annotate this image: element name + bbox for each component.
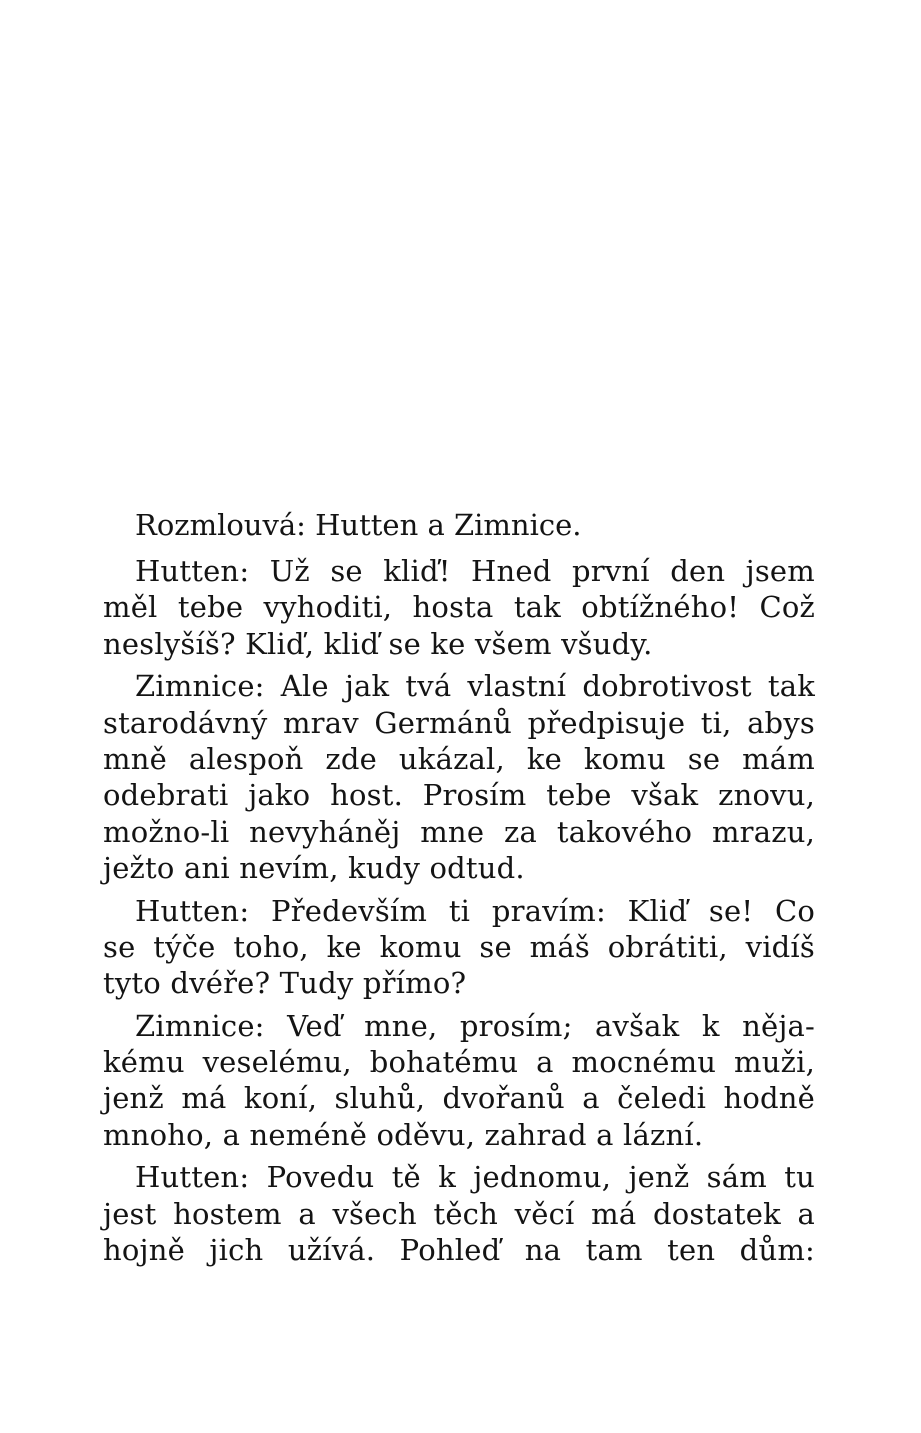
text-line: odebrati jako host. Prosím tebe však znovu,	[103, 778, 815, 813]
text-line: Hutten: Povedu tě k jednomu, jenž sám tu	[135, 1160, 815, 1195]
text-line: Hutten: Především ti pravím: Kliď se! Co	[135, 893, 815, 928]
text-line: jest hostem a všech těch věcí má dostatek a	[103, 1196, 815, 1231]
text-line: neslyšíš? Kliď, kliď se ke všem všudy.	[103, 626, 653, 661]
text-line: tyto dvéře? Tudy přímo?	[103, 966, 467, 1001]
text-line: starodávný mrav Germánů předpisuje ti, abys	[103, 705, 815, 740]
text-line: mně alespoň zde ukázal, ke komu se mám	[103, 741, 815, 776]
text-line: měl tebe vyhoditi, hosta tak obtížného! Což	[103, 590, 815, 625]
text-line: jenž má koní, sluhů, dvořanů a čeledi hodně	[103, 1081, 815, 1116]
text-line: Hutten: Už se kliď! Hned první den jsem	[135, 554, 815, 588]
paragraph-hutten-3	[103, 1159, 815, 1268]
text-line: Zimnice: Veď mne, prosím; avšak k něja-	[135, 1008, 815, 1043]
paragraph-zimnice-2	[103, 1008, 815, 1154]
dialogue-text	[103, 505, 815, 1268]
text-line: ježto ani nevím, kudy odtud.	[103, 851, 525, 886]
paragraph-zimnice-1	[103, 668, 815, 886]
text-line: mnoho, a neméně oděvu, zahrad a lázní.	[103, 1117, 704, 1152]
text-line: kému veselému, bohatému a mocnému muži,	[103, 1045, 815, 1080]
text-line: se týče toho, ke komu se máš obrátiti, vidíš	[103, 929, 815, 964]
text-line: Zimnice: Ale jak tvá vlastní dobrotivost tak	[135, 669, 815, 704]
text-line: hojně jich užívá. Pohleď na tam ten dům:	[103, 1233, 815, 1268]
text-line: možno-li nevyháněj mne za takového mrazu,	[103, 814, 815, 849]
paragraph-hutten-1	[103, 553, 815, 662]
paragraph-hutten-2	[103, 893, 815, 1002]
dialogue-heading: Rozmlouvá: Hutten a Zimnice.	[135, 508, 582, 542]
